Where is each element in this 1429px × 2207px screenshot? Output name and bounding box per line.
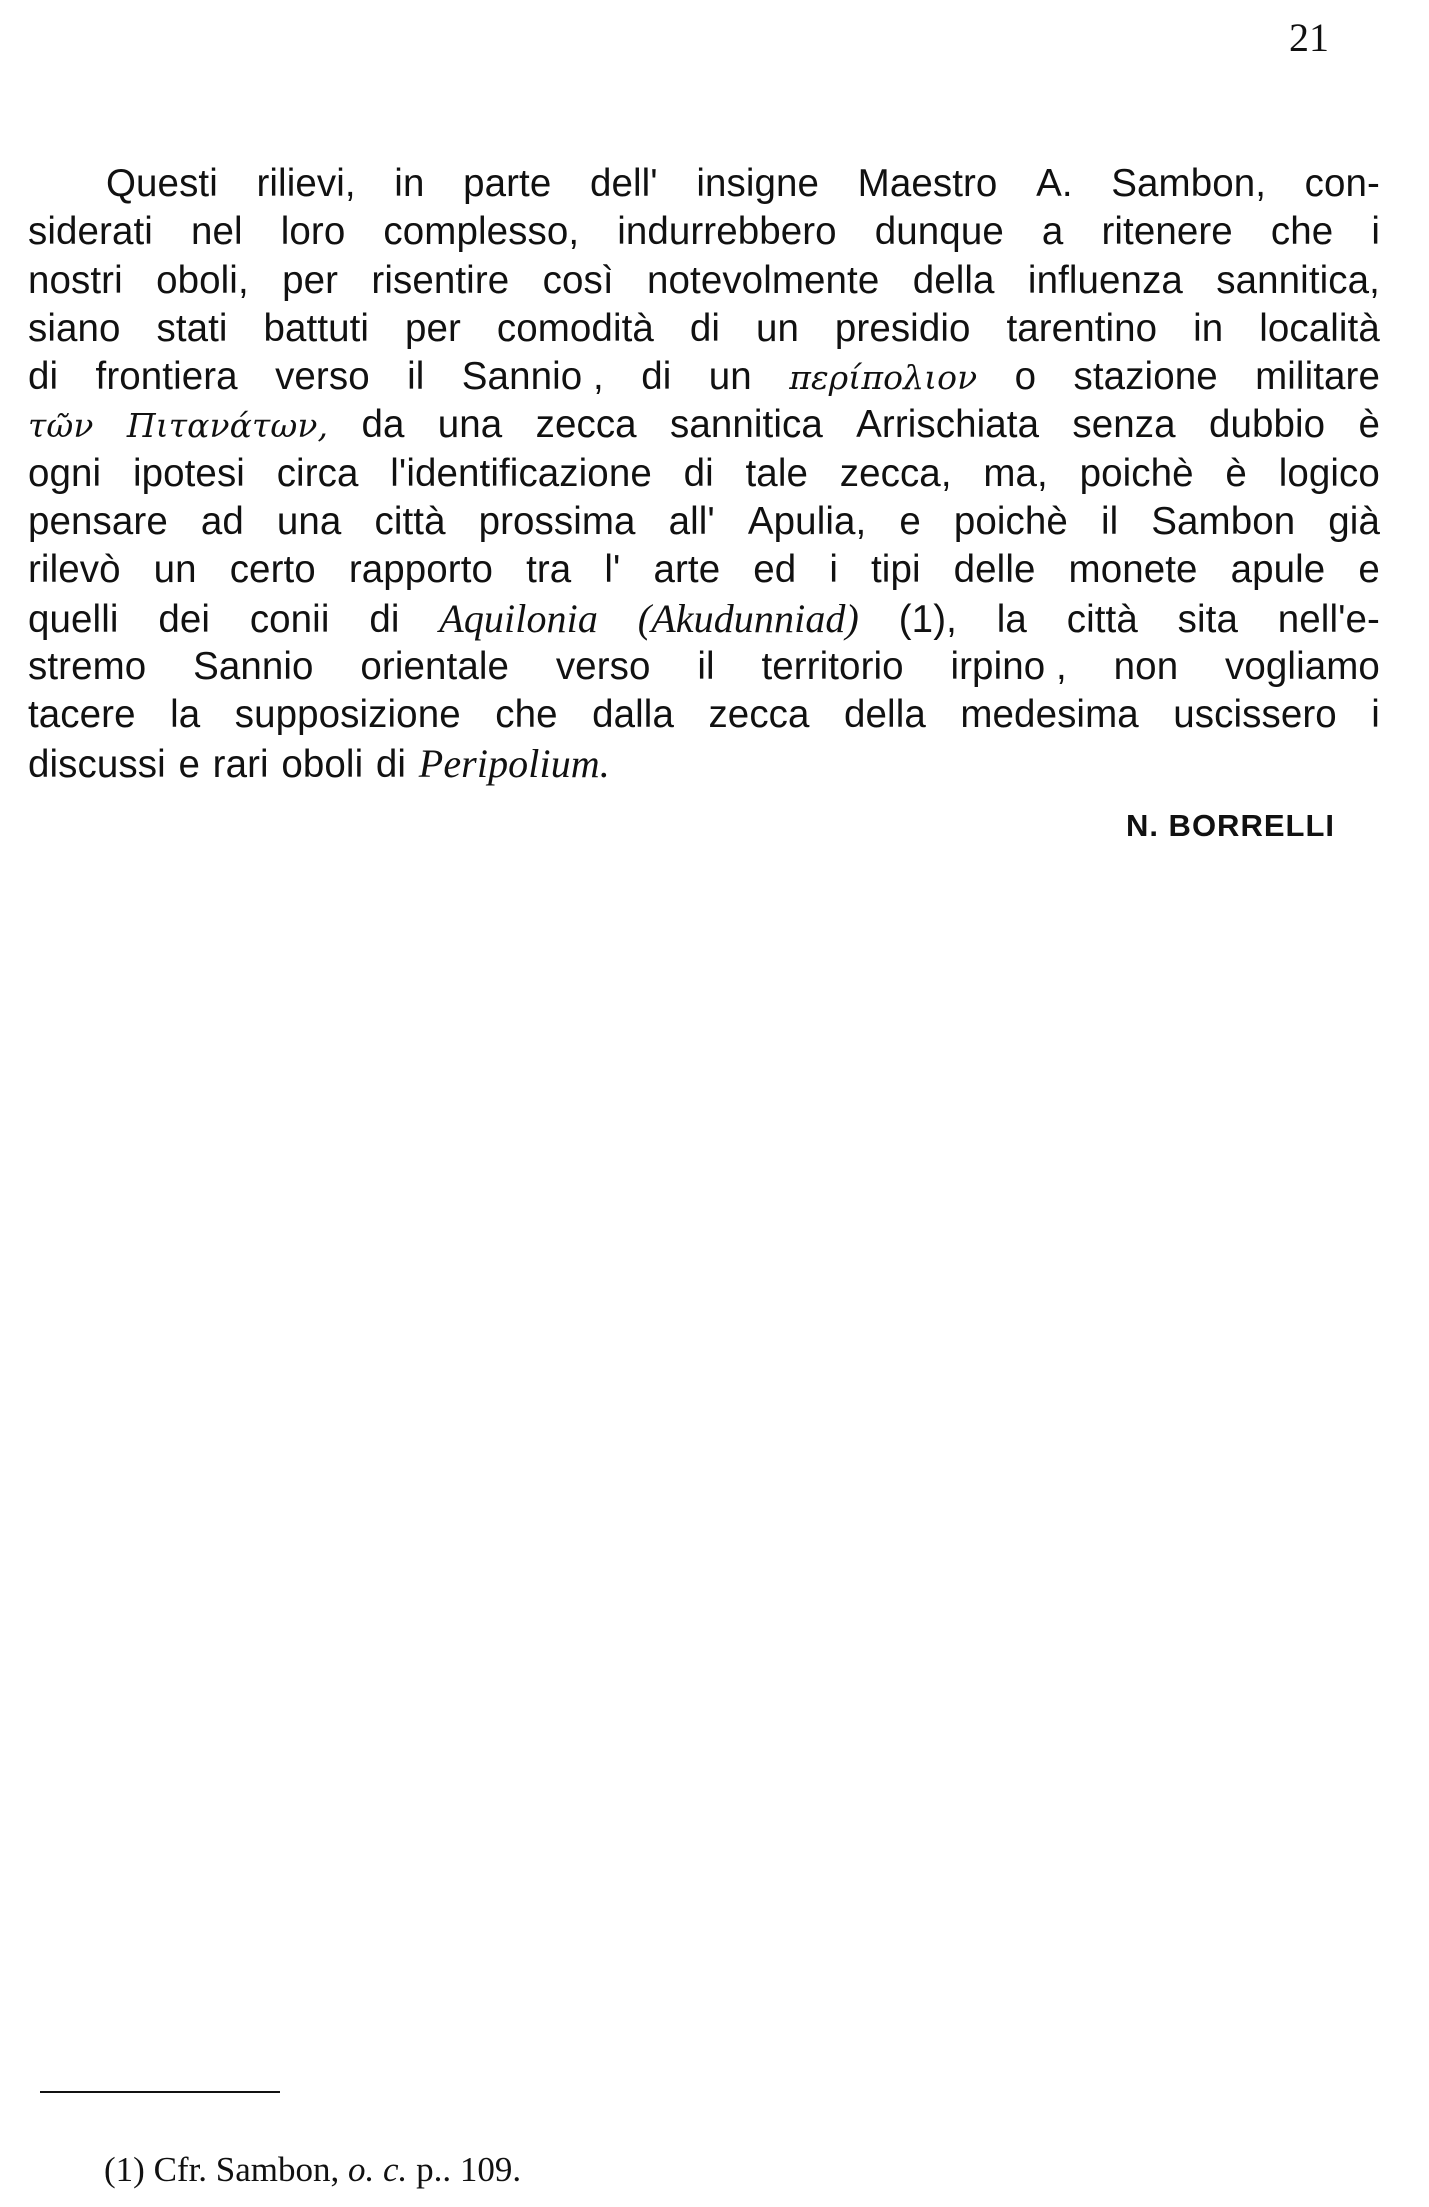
text-line: siderati nel loro complesso, indurrebbero dunque a ritenere che i	[28, 210, 1380, 254]
text-line: ogni ipotesi circa l'identificazione di tale zecca, ma, poichè è logico	[28, 451, 1380, 495]
footnote-marker: (1)	[104, 2150, 145, 2189]
body-paragraph	[28, 160, 1380, 788]
text-line: τῶν Πιτανάτων, da una zecca sannitica Arrischiata senza dubbio è	[28, 401, 1380, 449]
footnote-reference: (1),	[898, 597, 957, 641]
footnote-text: Cfr. Sambon,	[153, 2150, 340, 2189]
italic-place-name: Peripolium.	[418, 740, 610, 786]
author-signature: N. BORRELLI	[1125, 808, 1335, 843]
greek-term: περίπολιον	[789, 358, 978, 398]
text-line: siano stati battuti per comodità di un presidio tarentino in località	[28, 306, 1380, 350]
text-line: nostri oboli, per risentire così notevolmente della influenza sannitica,	[28, 258, 1380, 302]
footnote-divider	[40, 2091, 280, 2093]
footnote-abbreviation: o. c.	[348, 2150, 408, 2189]
footnote	[104, 2148, 521, 2192]
text-line: pensare ad una città prossima all' Apulia, e poichè il Sambon già	[28, 500, 1380, 544]
page-number: 21	[1289, 15, 1329, 60]
text-line: discussi e rari oboli di Peripolium.	[28, 740, 1380, 788]
text-line: rilevò un certo rapporto tra l' arte ed i tipi delle monete apule e	[28, 548, 1380, 592]
text-line: tacere la supposizione che dalla zecca della medesima uscissero i	[28, 693, 1380, 737]
italic-place-name: (Akudunniad)	[637, 595, 859, 641]
text-line: stremo Sannio orientale verso il territorio irpino , non vogliamo	[28, 644, 1380, 688]
text-line: quelli dei conii di Aquilonia (Akudunniad) (1), la città sita nell'e-	[28, 595, 1380, 643]
greek-term: τῶν	[28, 406, 94, 446]
greek-term: Πιτανάτων,	[126, 406, 329, 446]
footnote-page: p.. 109.	[416, 2150, 522, 2189]
text-line: Questi rilievi, in parte dell' insigne Maestro A. Sambon, con-	[106, 162, 1380, 205]
italic-place-name: Aquilonia	[439, 595, 598, 641]
text-line: di frontiera verso il Sannio , di un περίπολιον o stazione militare	[28, 353, 1380, 401]
